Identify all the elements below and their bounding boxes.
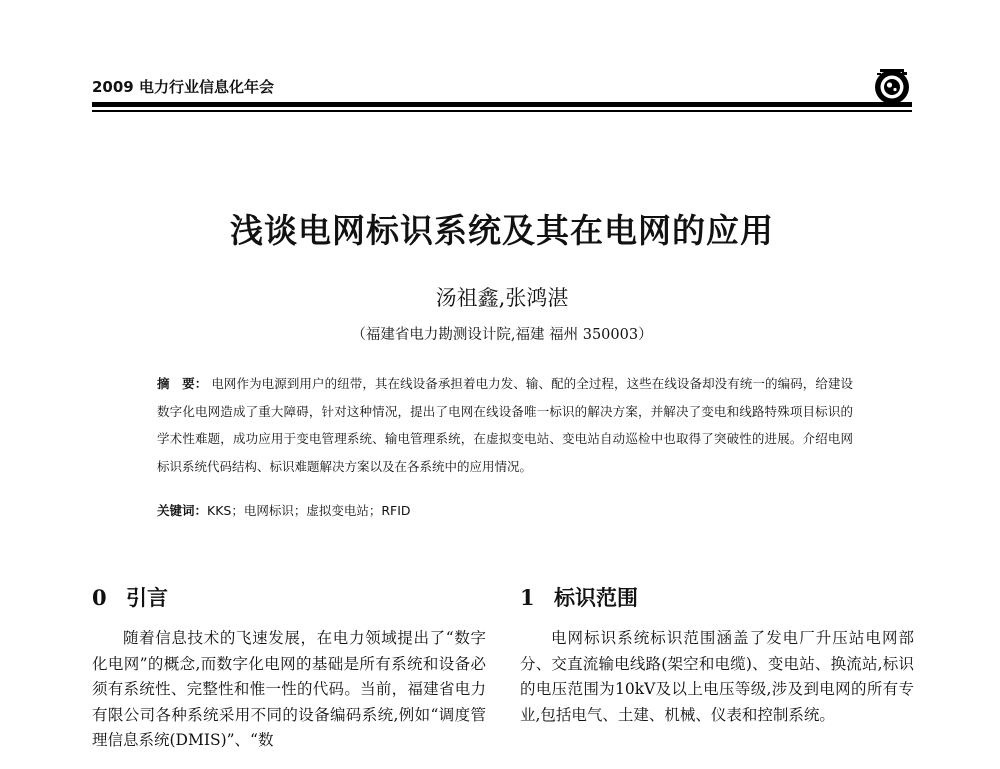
- keywords: [157, 497, 853, 524]
- keywords-text: KKS；电网标识；虚拟变电站；RFID: [207, 503, 411, 518]
- section-body: 电网标识系统标识范围涵盖了发电厂升压站电网部分、交直流输电线路(架空和电缆)、变电站、换流站,标识的电压范围为10kV及以上电压等级,涉及到电网的所有专业,包括电气、土建、机械、仪表和控制系统。: [520, 629, 914, 724]
- abstract-label: 摘 要：: [157, 376, 208, 391]
- conference-name: 2009 电力行业信息化年会: [92, 78, 274, 96]
- section-body: 随着信息技术的飞速发展，在电力领域提出了“数字化电网”的概念,而数字化电网的基础是所有系统和设备必须有系统性、完整性和惟一性的代码。当前，福建省电力有限公司各种系统采用不同的设备编码系统,例如“调度管理信息系统(DMIS)”、“数: [92, 629, 486, 749]
- section-number: 0: [92, 585, 107, 610]
- conference-seal-icon: [872, 66, 912, 106]
- section-scope: [520, 582, 914, 744]
- keywords-label: 关键词：: [157, 503, 208, 518]
- section-title: 标识范围: [554, 585, 638, 610]
- section-number: 1: [520, 585, 535, 610]
- section-heading: [520, 582, 914, 612]
- abstract: [157, 370, 853, 480]
- paper-affiliation: （福建省电力勘测设计院,福建 福州 350003）: [351, 327, 653, 343]
- section-title: 引言: [126, 585, 168, 610]
- abstract-text: 电网作为电源到用户的纽带，其在线设备承担着电力发、输、配的全过程，这些在线设备却没有统一的编码，给建设数字化电网造成了重大障碍，针对这种情况，提出了电网在线设备唯一标识的解决方案，并解决了变电和线路特殊项目标识的学术性难题，成功应用于变电管理系统、输电管理系统，在虚拟变电站、变电站自动巡检中也取得了突破性的进展。介绍电网标识系统代码结构、标识难题解决方案以及在各系统中的应用情况。: [157, 376, 853, 474]
- header-rule-thin: [92, 110, 912, 112]
- paper-title: 浅谈电网标识系统及其在电网的应用: [230, 211, 774, 250]
- section-introduction: [92, 582, 486, 769]
- header-rule-thick: [92, 102, 912, 107]
- paper-authors: 汤祖鑫,张鸿湛: [435, 286, 569, 310]
- section-heading: [92, 582, 486, 612]
